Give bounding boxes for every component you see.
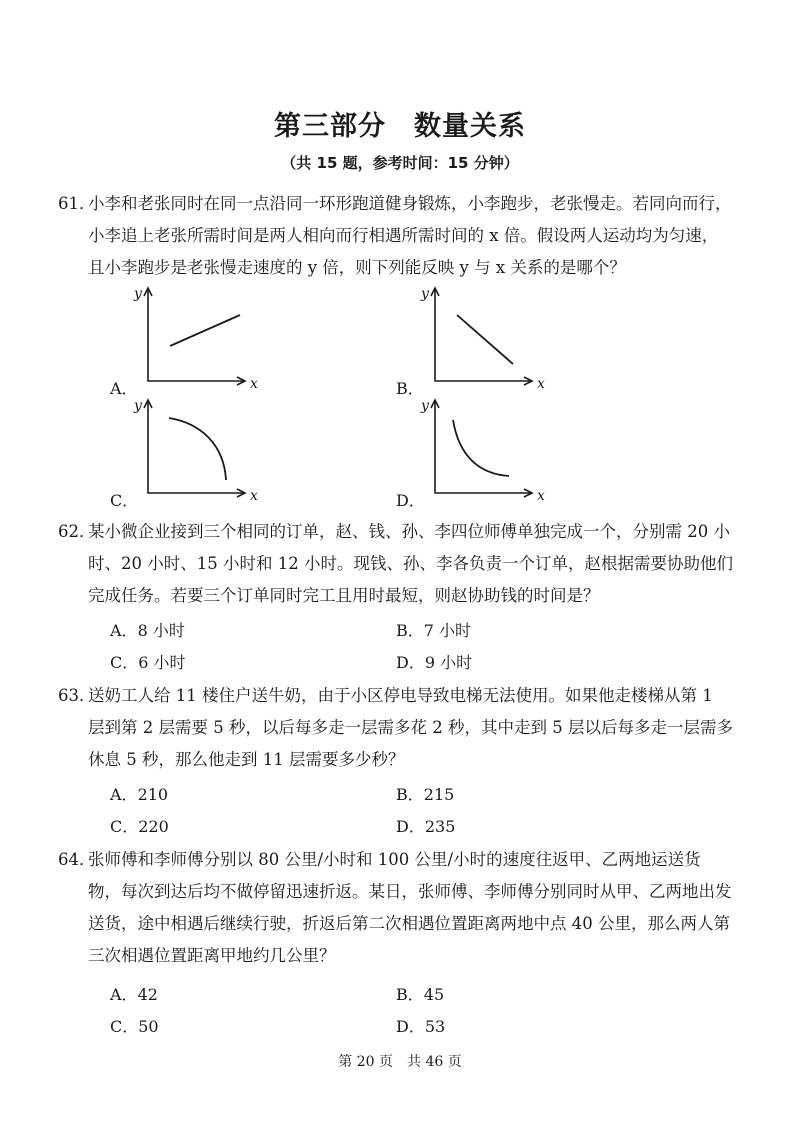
question-61-stem: 小李和老张同时在同一点沿同一环形跑道健身锻炼，小李跑步，老张慢走。若同向而行，小李追上老张所需时间是两人相向而行相遇所需时间的 x 倍。假设两人运动均为匀速，且小李跑步是老张慢走速度的 y 倍，则下列能反映 y 与 x 关系的是哪个？ bbox=[88, 194, 732, 277]
option-62-b-letter: B． bbox=[396, 621, 424, 640]
graph-option-d bbox=[417, 396, 547, 506]
question-61-number: 61． bbox=[58, 194, 96, 213]
question-64 bbox=[58, 844, 733, 972]
option-64-a-letter: A． bbox=[110, 985, 138, 1004]
option-64-b-text: 45 bbox=[423, 985, 445, 1004]
option-64-a-text: 42 bbox=[137, 985, 158, 1004]
section-subtitle: （共 15 题，参考时间：15 分钟） bbox=[281, 154, 519, 172]
option-64-c bbox=[110, 1016, 159, 1038]
option-62-d-letter: D． bbox=[396, 653, 425, 672]
graph-a-x-label: x bbox=[250, 376, 258, 392]
option-64-d-letter: D． bbox=[396, 1017, 425, 1036]
option-63-b-text: 215 bbox=[423, 785, 455, 804]
graph-b-axes bbox=[435, 288, 532, 381]
option-64-b bbox=[396, 984, 444, 1006]
option-64-b-letter: B． bbox=[396, 985, 424, 1004]
page-footer: 第 20 页 共 46 页 bbox=[338, 1054, 462, 1070]
option-63-d-text: 235 bbox=[424, 817, 456, 836]
graph-d-axes bbox=[435, 400, 532, 493]
option-64-c-text: 50 bbox=[138, 1017, 159, 1036]
option-64-c-letter: C． bbox=[110, 1017, 139, 1036]
option-62-c-text: 6 小时 bbox=[138, 653, 186, 672]
graph-a-y-label: y bbox=[134, 286, 142, 302]
option-62-b-text: 7 小时 bbox=[423, 621, 472, 640]
option-62-c bbox=[110, 652, 186, 674]
option-63-a-text: 210 bbox=[137, 785, 169, 804]
graph-b-curve bbox=[457, 315, 513, 364]
graph-option-c bbox=[130, 396, 260, 506]
question-64-number: 64． bbox=[58, 850, 96, 869]
question-64-stem: 张师傅和李师傅分别以 80 公里/小时和 100 公里/小时的速度往返甲、乙两地运送货物，每次到达后均不做停留迅速折返。某日，张师傅、李师傅分别同时从甲、乙两地出发送货，途中相遇后继续行驶，折返后第二次相遇位置距离两地中点 40 公里，那么两人第三次相遇位置距离甲地约几公里？ bbox=[88, 850, 732, 965]
graph-c-curve bbox=[169, 418, 226, 480]
option-62-c-letter: C． bbox=[110, 653, 139, 672]
graph-option-b bbox=[417, 284, 547, 394]
option-61-b-letter: B． bbox=[396, 379, 424, 398]
section-title: 第三部分 数量关系 bbox=[274, 111, 526, 142]
question-62-number: 62． bbox=[58, 522, 96, 541]
graph-c-x-label: x bbox=[250, 488, 258, 504]
option-63-a bbox=[110, 784, 168, 806]
option-62-a-letter: A． bbox=[110, 621, 138, 640]
option-62-a-text: 8 小时 bbox=[137, 621, 185, 640]
graph-option-a bbox=[130, 284, 260, 394]
option-64-d bbox=[396, 1016, 445, 1038]
question-63 bbox=[58, 680, 733, 776]
question-62 bbox=[58, 516, 733, 612]
question-63-number: 63． bbox=[58, 686, 96, 705]
option-62-d-text: 9 小时 bbox=[424, 653, 473, 672]
graph-c-axes bbox=[148, 400, 245, 493]
option-64-a bbox=[110, 984, 158, 1006]
graph-d-x-label: x bbox=[537, 488, 545, 504]
graph-b-x-label: x bbox=[537, 376, 545, 392]
option-62-b bbox=[396, 620, 471, 642]
graph-b-y-label: y bbox=[421, 286, 429, 302]
option-63-d-letter: D． bbox=[396, 817, 425, 836]
question-61 bbox=[58, 188, 733, 284]
option-63-c bbox=[110, 816, 169, 838]
option-63-b-letter: B． bbox=[396, 785, 424, 804]
option-63-d bbox=[396, 816, 455, 838]
option-64-d-text: 53 bbox=[424, 1017, 446, 1036]
option-61-c-letter: C． bbox=[110, 491, 139, 510]
graph-a-curve bbox=[170, 315, 240, 346]
graph-d-curve bbox=[453, 420, 509, 476]
option-63-b bbox=[396, 784, 454, 806]
option-63-c-letter: C． bbox=[110, 817, 139, 836]
option-63-c-text: 220 bbox=[138, 817, 169, 836]
option-61-a-letter: A． bbox=[110, 379, 138, 398]
option-62-d bbox=[396, 652, 472, 674]
question-63-stem: 送奶工人给 11 楼住户送牛奶，由于小区停电导致电梯无法使用。如果他走楼梯从第 1 层到第 2 层需要 5 秒，以后每多走一层需多花 2 秒，其中走到 5 层以后每多走一层需多休息 5 秒，那么他走到 11 层需要多少秒？ bbox=[88, 686, 733, 769]
option-62-a bbox=[110, 620, 185, 642]
option-63-a-letter: A． bbox=[110, 785, 138, 804]
option-61-d-letter: D． bbox=[396, 491, 425, 510]
question-62-stem: 某小微企业接到三个相同的订单，赵、钱、孙、李四位师傅单独完成一个，分别需 20 小时、20 小时、15 小时和 12 小时。现钱、孙、李各负责一个订单，赵根据需要协助他们完成任务。若要三个订单同时完工且用时最短，则赵协助钱的时间是？ bbox=[88, 522, 733, 605]
graph-d-y-label: y bbox=[421, 398, 429, 414]
graph-c-y-label: y bbox=[134, 398, 142, 414]
